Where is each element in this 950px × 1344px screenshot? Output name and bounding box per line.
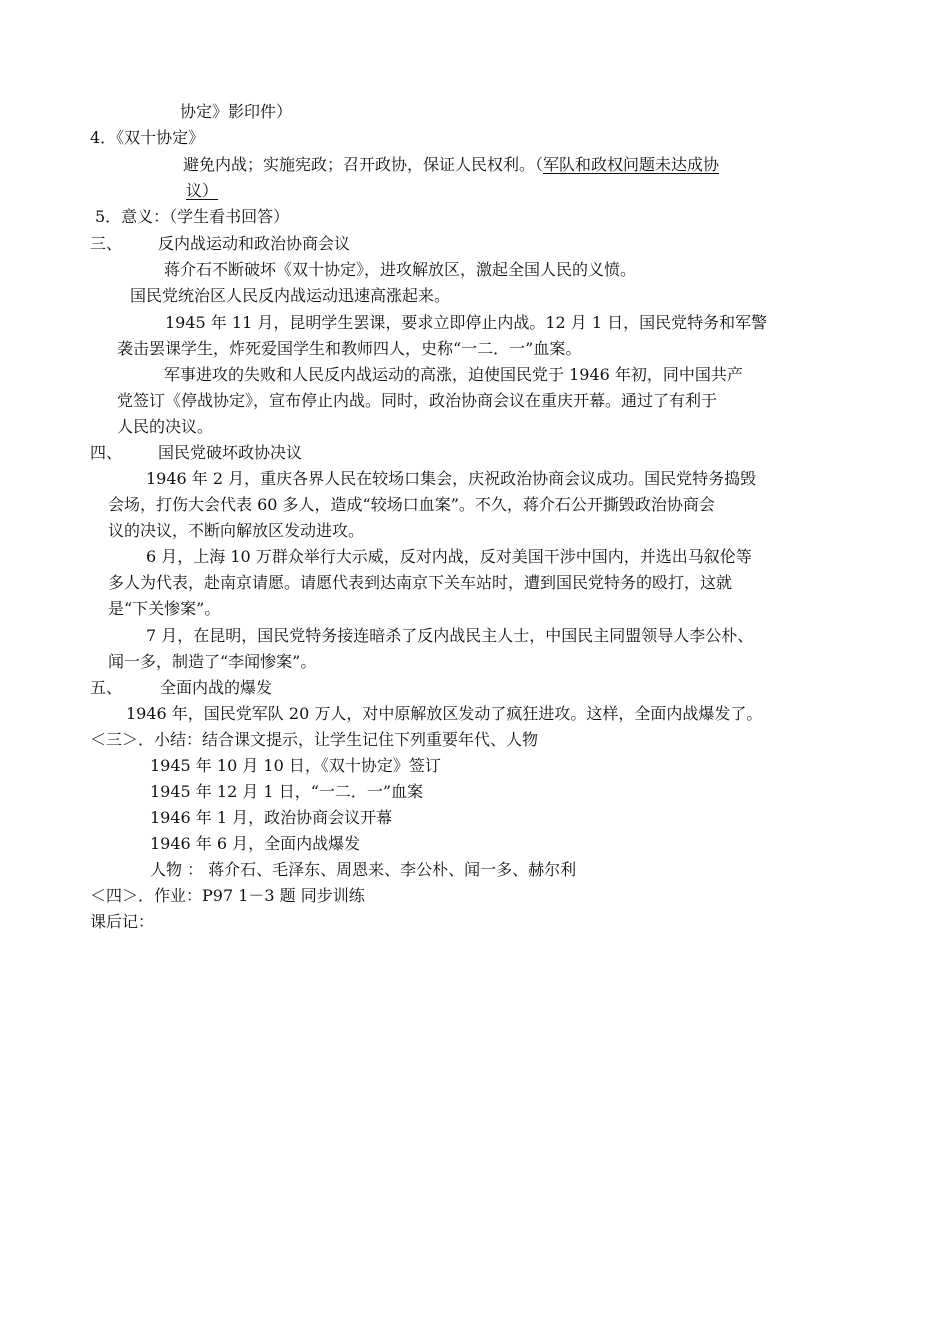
part3-paragraph-3-line-1: 1945 年 11 月，昆明学生罢课，要求立即停止内战。12 月 1 日，国民党特务和军警: [165, 313, 768, 332]
section4-content-text: 避免内战；实施宪政；召开政协，保证人民权利。（: [183, 155, 544, 174]
part3-paragraph-4-line-1: 军事进攻的失败和人民反内战运动的高涨，迫使国民党于 1946 年初，同中国共产: [164, 365, 743, 384]
part5-heading: [90, 676, 272, 700]
underlined-note: 军队和政权问题未达成协: [543, 155, 720, 174]
part5-number: 五、: [90, 678, 123, 697]
section5-title: 5．意义：（学生看书回答）: [95, 207, 290, 226]
part5-paragraph: 1946 年，国民党军队 20 万人，对中原解放区发动了疯狂进攻。这样，全面内战爆发了。: [126, 704, 763, 723]
homework: ＜四＞．作业：P97 1－3 题 同步训练: [90, 886, 365, 905]
summary-title: ＜三＞．小结：结合课文提示，让学生记住下列重要年代、人物: [90, 730, 539, 749]
part4-paragraph-1-line-3: 议的决议，不断向解放区发动进攻。: [108, 521, 365, 540]
part4-paragraph-3-line-1: 7 月，在昆明，国民党特务接连暗杀了反内战民主人士，中国民主同盟领导人李公朴、: [146, 626, 754, 645]
part4-paragraph-1-line-1: 1946 年 2 月，重庆各界人民在较场口集会，庆祝政治协商会议成功。国民党特务捣毁: [146, 469, 757, 488]
part4-paragraph-2-line-2: 多人为代表，赴南京请愿。请愿代表到达南京下关车站时，遭到国民党特务的殴打，这就: [108, 573, 733, 592]
part4-paragraph-3-line-2: 闻一多，制造了“李闻惨案”。: [108, 652, 317, 671]
part4-heading: [90, 441, 302, 465]
section4-content: [183, 153, 719, 177]
part3-title: 反内战运动和政治协商会议: [158, 234, 351, 253]
part5-title: 全面内战的爆发: [160, 678, 273, 697]
after-class-notes: 课后记：: [90, 912, 155, 931]
underlined-note-cont: 议）: [186, 181, 219, 200]
section4-continuation: 协定》影印件）: [180, 102, 293, 121]
part4-number: 四、: [90, 443, 123, 462]
part3-paragraph-3-line-2: 袭击罢课学生，炸死爱国学生和教师四人，史称“一二．一”血案。: [117, 339, 582, 358]
summary-item-4: 1946 年 6 月，全面内战爆发: [150, 834, 361, 853]
part3-heading: [90, 232, 350, 256]
part3-paragraph-4-line-3: 人民的决议。: [117, 417, 214, 436]
part4-paragraph-2-line-3: 是“下关惨案”。: [108, 599, 221, 618]
summary-people: 人物 ： 蒋介石、毛泽东、周恩来、李公朴、闻一多、赫尔利: [150, 860, 577, 879]
summary-item-3: 1946 年 1 月，政治协商会议开幕: [150, 808, 393, 827]
part3-paragraph-4-line-2: 党签订《停战协定》，宣布停止内战。同时，政治协商会议在重庆开幕。通过了有利于: [117, 391, 718, 410]
part4-paragraph-2-line-1: 6 月，上海 10 万群众举行大示威，反对内战，反对美国干涉中国内，并选出马叙伦等: [146, 547, 752, 566]
summary-item-1: 1945 年 10 月 10 日，《双十协定》签订: [150, 756, 441, 775]
section4-content-cont: [186, 179, 218, 203]
summary-item-2: 1945 年 12 月 1 日，“一二．一”血案: [150, 782, 424, 801]
section4-title: 4．《双十协定》: [90, 128, 205, 147]
part4-title: 国民党破坏政协决议: [158, 443, 303, 462]
part3-number: 三、: [90, 234, 123, 253]
part3-paragraph-1: 蒋介石不断破坏《双十协定》，进攻解放区，激起全国人民的义愤。: [164, 260, 637, 279]
part3-paragraph-2: 国民党统治区人民反内战运动迅速高涨起来。: [130, 286, 451, 305]
part4-paragraph-1-line-2: 会场，打伤大会代表 60 多人，造成“较场口血案”。不久，蒋介石公开撕毁政治协商会: [108, 495, 715, 514]
